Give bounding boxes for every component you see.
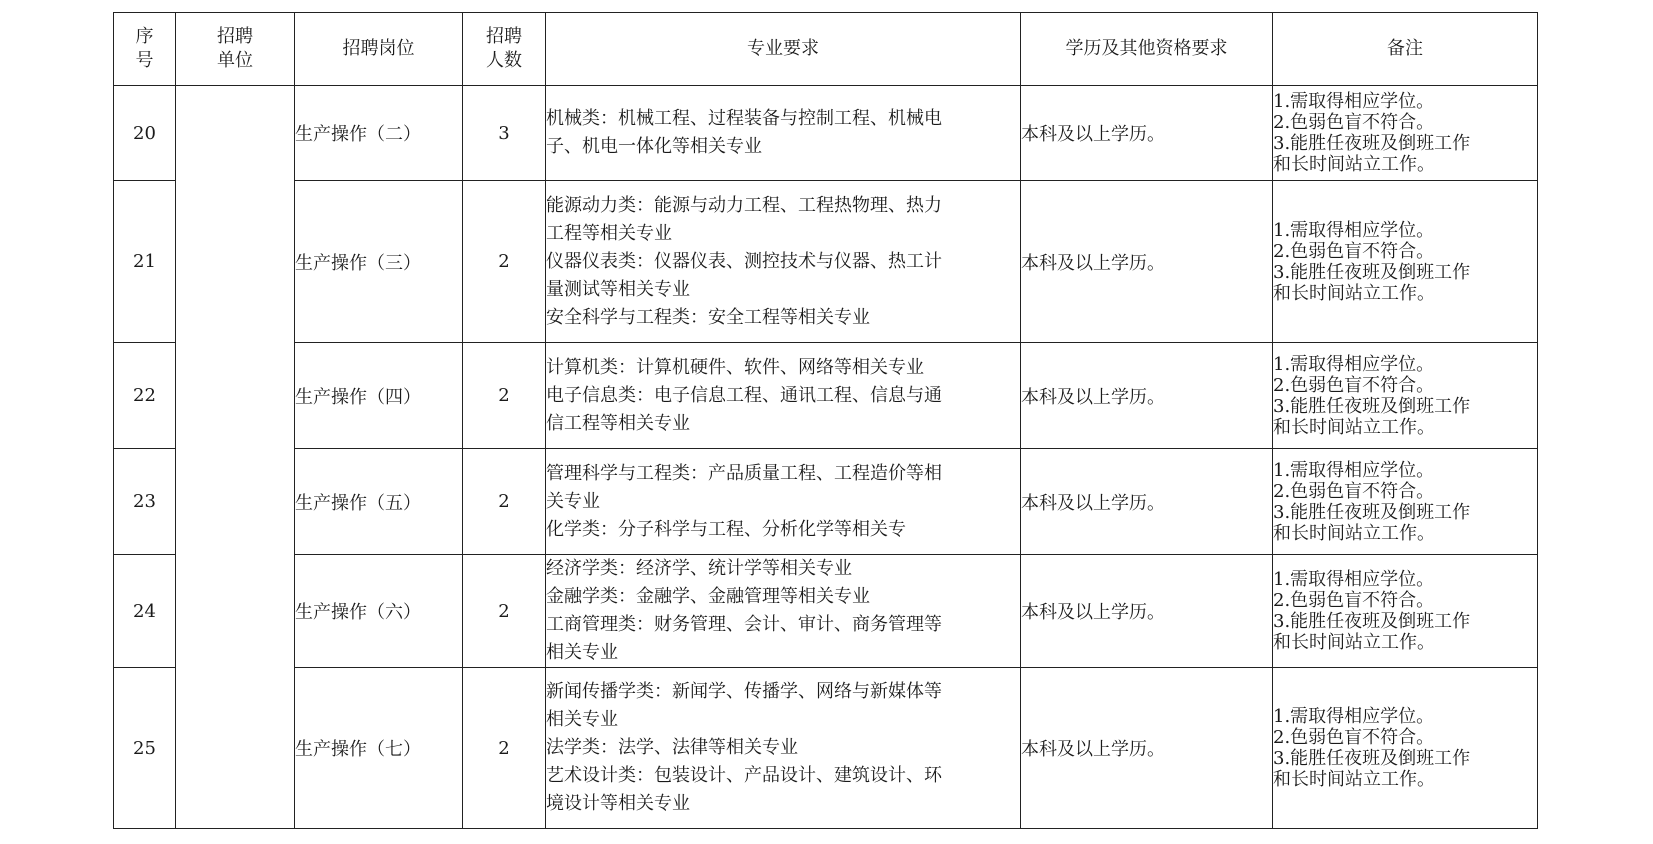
cell-education: 本科及以上学历。 <box>1021 555 1273 668</box>
major-line: 机械类：机械工程、过程装备与控制工程、机械电 <box>546 108 942 129</box>
cell-education: 本科及以上学历。 <box>1021 668 1273 829</box>
major-line: 信工程等相关专业 <box>546 412 690 434</box>
recruitment-table <box>113 12 1538 829</box>
note-line: 3.能胜任夜班及倒班工作 <box>1273 611 1471 632</box>
cell-count: 2 <box>463 181 546 343</box>
header-education: 学历及其他资格要求 <box>1021 13 1273 86</box>
note-line: 3.能胜任夜班及倒班工作 <box>1273 395 1471 417</box>
cell-count: 2 <box>463 343 546 449</box>
major-line: 金融学类：金融学、金融管理等相关专业 <box>546 586 870 607</box>
note-line: 2.色弱色盲不符合。 <box>1273 480 1435 502</box>
note-line: 2.色弱色盲不符合。 <box>1273 112 1435 133</box>
header-row <box>114 13 1538 86</box>
table-row <box>114 449 1538 555</box>
cell-major <box>546 555 1021 668</box>
note-line: 3.能胜任夜班及倒班工作 <box>1273 133 1471 154</box>
major-line: 经济学类：经济学、统计学等相关专业 <box>546 558 852 579</box>
cell-education: 本科及以上学历。 <box>1021 86 1273 181</box>
major-line: 工商管理类：财务管理、会计、审计、商务管理等 <box>546 614 942 635</box>
note-line: 和长时间站立工作。 <box>1273 522 1435 544</box>
cell-major <box>546 86 1021 181</box>
note-line: 和长时间站立工作。 <box>1273 769 1435 790</box>
note-line: 和长时间站立工作。 <box>1273 632 1435 653</box>
cell-position: 生产操作（四） <box>295 343 463 449</box>
major-line: 量测试等相关专业 <box>546 278 690 300</box>
note-line: 2.色弱色盲不符合。 <box>1273 240 1435 262</box>
note-line: 和长时间站立工作。 <box>1273 416 1435 438</box>
note-line: 3.能胜任夜班及倒班工作 <box>1273 748 1471 769</box>
note-line: 2.色弱色盲不符合。 <box>1273 727 1435 748</box>
cell-education: 本科及以上学历。 <box>1021 343 1273 449</box>
major-line: 相关专业 <box>546 642 618 663</box>
cell-seq: 24 <box>114 555 176 668</box>
cell-note <box>1273 449 1538 555</box>
note-line: 2.色弱色盲不符合。 <box>1273 590 1435 611</box>
cell-position: 生产操作（二） <box>295 86 463 181</box>
cell-education: 本科及以上学历。 <box>1021 181 1273 343</box>
table-body <box>114 86 1538 829</box>
header-position: 招聘岗位 <box>295 13 463 86</box>
cell-position: 生产操作（六） <box>295 555 463 668</box>
note-line: 3.能胜任夜班及倒班工作 <box>1273 261 1471 283</box>
major-line: 管理科学与工程类：产品质量工程、工程造价等相 <box>546 462 942 484</box>
header-major: 专业要求 <box>546 13 1021 86</box>
cell-note <box>1273 343 1538 449</box>
cell-count: 2 <box>463 555 546 668</box>
note-line: 1.需取得相应学位。 <box>1273 459 1435 481</box>
major-line: 安全科学与工程类：安全工程等相关专业 <box>546 306 870 328</box>
major-line: 仪器仪表类：仪器仪表、测控技术与仪器、热工计 <box>546 250 942 272</box>
cell-seq: 20 <box>114 86 176 181</box>
cell-count: 2 <box>463 668 546 829</box>
cell-position: 生产操作（七） <box>295 668 463 829</box>
cell-seq: 22 <box>114 343 176 449</box>
cell-note <box>1273 181 1538 343</box>
major-line: 法学类：法学、法律等相关专业 <box>546 737 798 758</box>
note-line: 和长时间站立工作。 <box>1273 282 1435 304</box>
cell-major <box>546 668 1021 829</box>
cell-count: 3 <box>463 86 546 181</box>
cell-position: 生产操作（五） <box>295 449 463 555</box>
header-count: 招聘人数 <box>463 13 546 86</box>
note-line: 1.需取得相应学位。 <box>1273 91 1435 112</box>
note-line: 1.需取得相应学位。 <box>1273 706 1435 727</box>
major-line: 能源动力类：能源与动力工程、工程热物理、热力 <box>546 194 942 216</box>
header-unit: 招聘单位 <box>176 13 295 86</box>
major-line: 关专业 <box>546 490 600 512</box>
major-line: 工程等相关专业 <box>546 222 672 244</box>
cell-seq: 23 <box>114 449 176 555</box>
cell-note <box>1273 86 1538 181</box>
major-line: 子、机电一体化等相关专业 <box>546 136 762 157</box>
cell-seq: 21 <box>114 181 176 343</box>
cell-education: 本科及以上学历。 <box>1021 449 1273 555</box>
note-line: 1.需取得相应学位。 <box>1273 569 1435 590</box>
cell-count: 2 <box>463 449 546 555</box>
table-row <box>114 343 1538 449</box>
table-row <box>114 181 1538 343</box>
cell-major <box>546 449 1021 555</box>
major-line: 新闻传播学类：新闻学、传播学、网络与新媒体等 <box>546 681 942 702</box>
table-row <box>114 668 1538 829</box>
header-note: 备注 <box>1273 13 1538 86</box>
cell-unit <box>176 86 295 829</box>
cell-position: 生产操作（三） <box>295 181 463 343</box>
note-line: 和长时间站立工作。 <box>1273 154 1435 175</box>
major-line: 化学类：分子科学与工程、分析化学等相关专 <box>546 518 906 540</box>
cell-note <box>1273 668 1538 829</box>
note-line: 2.色弱色盲不符合。 <box>1273 374 1435 396</box>
major-line: 计算机类：计算机硬件、软件、网络等相关专业 <box>546 356 924 378</box>
note-line: 3.能胜任夜班及倒班工作 <box>1273 501 1471 523</box>
cell-major <box>546 343 1021 449</box>
table-row <box>114 555 1538 668</box>
header-seq: 序号 <box>114 13 176 86</box>
cell-major <box>546 181 1021 343</box>
note-line: 1.需取得相应学位。 <box>1273 219 1435 241</box>
table-row <box>114 86 1538 181</box>
major-line: 境设计等相关专业 <box>546 793 690 814</box>
note-line: 1.需取得相应学位。 <box>1273 353 1435 375</box>
major-line: 电子信息类：电子信息工程、通讯工程、信息与通 <box>546 384 942 406</box>
cell-note <box>1273 555 1538 668</box>
major-line: 相关专业 <box>546 709 618 730</box>
cell-seq: 25 <box>114 668 176 829</box>
major-line: 艺术设计类：包装设计、产品设计、建筑设计、环 <box>546 765 942 786</box>
